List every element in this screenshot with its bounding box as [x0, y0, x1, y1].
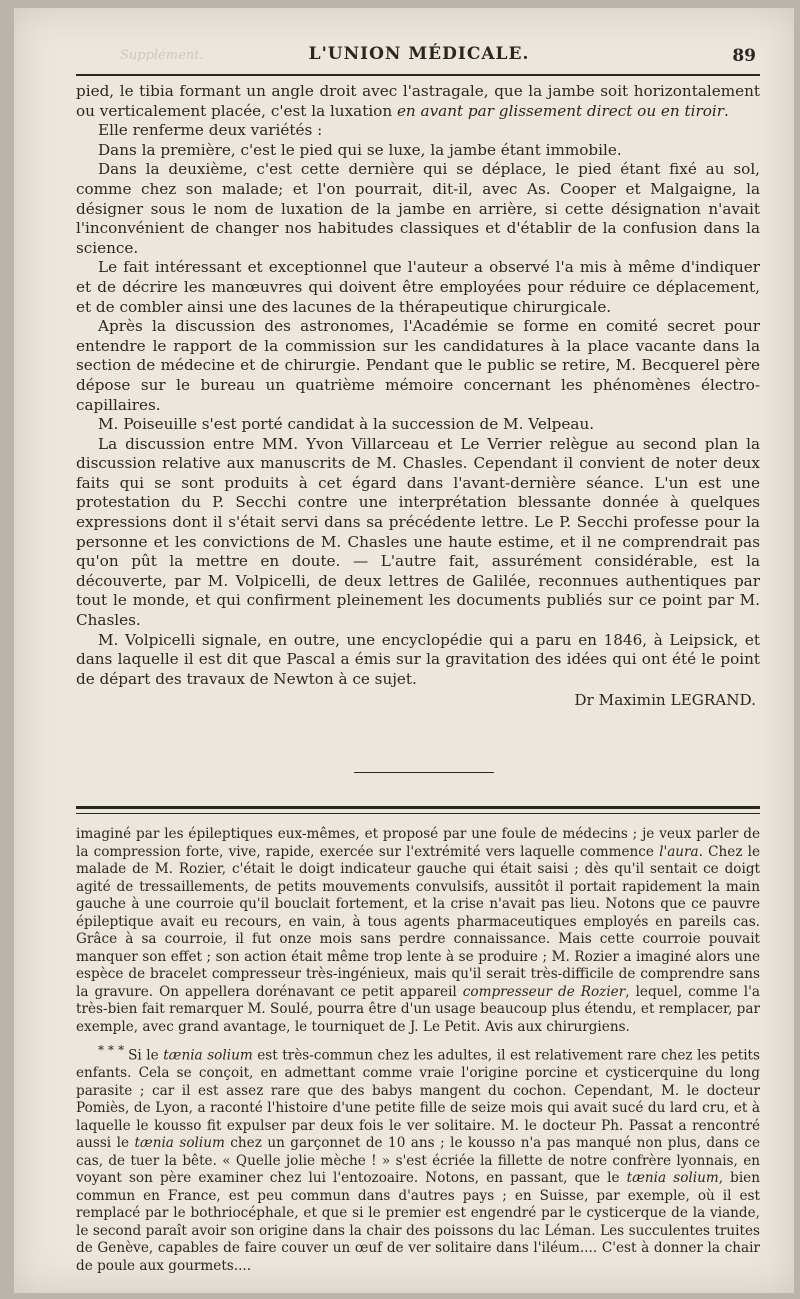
- feuilleton-text-a: imaginé par les épileptiques eux-mêmes, et proposé par une foule de médecins ; je veux parler de la compression forte, vive, rapide, exercée sur l'extrémité vers laquelle commence: [76, 826, 760, 860]
- show-through-word: Supplément.: [120, 48, 204, 63]
- aura-term: l'aura: [659, 843, 699, 860]
- paragraph-9: M. Volpicelli signale, en outre, une encyclopédie qui a paru en 1846, à Leipsick, et dans laquelle il est dit que Pascal a émis sur la gravitation des idées qui ont été le point de départ des travaux de Newton à ce sujet.: [76, 630, 760, 688]
- taenia-term: tænia solium: [163, 1047, 253, 1064]
- feuilleton-paragraph-1: [76, 826, 760, 1036]
- feuilleton-text-e: est très-commun chez les adultes, il est relativement rare chez les petits enfants. Cela se conçoit, en admettant comme vraie l'origine porcine et cysticerquine du long parasite ; car il est assez rare que des babys mangent du cochon. Cependant, M. le docteur Pomiès, de Lyon, a raconté l'histoire d'une petite fille de seize mois qui avait sucé du lard cru, et à laquelle le kousso fit expulser par deux fois le ver solitaire. M. le docteur Ph. Passat a rencontré aussi le: [76, 1047, 760, 1152]
- device-name: compresseur de Rozier: [462, 983, 626, 1000]
- feuilleton-divider: [76, 806, 760, 814]
- page-header: [74, 44, 764, 74]
- paragraph-2: Elle renferme deux variétés :: [98, 121, 323, 140]
- taenia-term: tænia solium: [626, 1170, 719, 1187]
- paragraph-1: [76, 82, 760, 121]
- taenia-term: tænia solium: [134, 1135, 225, 1152]
- paragraph-7: M. Poiseuille s'est porté candidat à la succession de M. Velpeau.: [98, 415, 595, 434]
- page-number: 89: [732, 46, 756, 66]
- header-rule: [76, 74, 760, 76]
- paragraph-1-text: pied, le tibia formant un angle droit avec l'astragale, que la jambe soit horizontalement ou verticalement placée, c'est la luxation: [76, 82, 760, 120]
- paragraph-8: La discussion entre MM. Yvon Villarceau et Le Verrier relègue au second plan la discussion relative aux manuscrits de M. Chasles. Cependant il convient de noter deux faits qui se sont produits à cet égard dans l'avant-dernière séance. L'un est une protestation du P. Secchi contre une interprétation blessante donnée à quelques expressions dont il s'était servi dans sa précédente lettre. Le P. Secchi professe pour la personne et les convictions de M. Chasles une haute estime, et il ne comprendrait pas qu'on pût la mettre en doute. — L'autre fait, assurément considérable, est la découverte, par M. Volpicelli, de deux lettres de Galilée, reconnues authentiques par tout le monde, et qui confirment pleinement les documents publiés sur ce point par M. Chasles.: [76, 434, 760, 630]
- paragraph-3: Dans la première, c'est le pied qui se luxe, la jambe étant immobile.: [98, 140, 622, 159]
- paragraph-5: Le fait intéressant et exceptionnel que l'auteur a observé l'a mis à même d'indiquer et de décrire les manœuvres qui doivent être employées pour réduire ce déplacement, et de combler ainsi une des lacunes de la thérapeutique chirurgicale.: [76, 258, 760, 316]
- feuilleton-column: [76, 826, 760, 1275]
- main-column: [76, 82, 760, 711]
- feuilleton-text-c: , lequel, comme l'a très-bien fait remarquer M. Soulé, pourra être d'un usage beaucoup plus étendu, et remplacer, par exemple, avec grand avantage, le tourniquet de J. Le Petit. Avis aux chirurgiens.: [76, 983, 760, 1035]
- newspaper-page: [14, 8, 794, 1293]
- paragraph-1-italic: en avant par glissement direct ou en tiroir: [396, 101, 725, 120]
- feuilleton-text-g: , bien commun en France, est peu commun dans d'autres pays ; en Suisse, par exemple, où il est remplacé par le bothriocéphale, et que si le premier est engendré par le cysticerque de la viande, le second paraît avoir son origine dans la chair des poissons du lac Léman. Les succulentes truites de Genève, capables de faire couver un œuf de ver solitaire dans l'iléum.... C'est à donner la chair de poule aux gourmets....: [76, 1170, 760, 1274]
- journal-title: L'UNION MÉDICALE.: [308, 44, 530, 64]
- asterism: * * *: [98, 1043, 125, 1057]
- feuilleton-paragraph-2: [76, 1042, 760, 1275]
- feuilleton-text-d: Si le: [128, 1047, 164, 1064]
- paragraph-6: Après la discussion des astronomes, l'Académie se forme en comité secret pour entendre le rapport de la commission sur les candidatures à la place vacante dans la section de médecine et de chirurgie. Pendant que le public se retire, M. Becquerel père dépose sur le bureau un quatrième mémoire concernant les phénomènes électro-capillaires.: [76, 317, 760, 414]
- section-end-rule: [354, 772, 494, 773]
- paragraph-4: Dans la deuxième, c'est cette dernière qui se déplace, le pied étant fixé au sol, comme chez son malade; et l'on pourrait, dit-il, avec As. Cooper et Malgaigne, la désigner sous le nom de luxation de la jambe en arrière, si cette désignation n'avait l'inconvénient de changer nos habitudes classiques et d'établir de la confusion dans la science.: [76, 160, 760, 257]
- author-signature: Dr Maximin LEGRAND.: [574, 691, 756, 710]
- feuilleton-text-f: chez un garçonnet de 10 ans ; le kousso n'a pas manqué non plus, dans ce cas, de tuer la bête. « Quelle jolie mèche ! » s'est écriée la fillette de notre confrère lyonnais, en voyant son père examiner chez lui l'entozoaire. Notons, en passant, que le: [76, 1135, 760, 1187]
- feuilleton-text-b: . Chez le malade de M. Rozier, c'était le doigt indicateur gauche qui était saisi ; dès qu'il sentait ce doigt agité de tressaillements, de petits mouvements convulsifs, aussitôt il portait rapidement la main gauche à une courroie qu'il bouclait fortement, et la crise n'avait pas lieu. Notons que ce pauvre épileptique avait eu recours, en vain, à tous agents pharmaceutiques employés en pareils cas. Grâce à sa courroie, il fut onze mois sans perdre connaissance. Mais cette courroie pouvait manquer son effet ; son action était même trop lente à se produire ; M. Rozier a imaginé alors une espèce de bracelet compresseur très-ingénieux, mais qu'il serait très-difficile de comprendre sans la gravure. On appellera dorénavant ce petit appareil: [76, 843, 761, 1000]
- paragraph-1-end: .: [724, 101, 729, 120]
